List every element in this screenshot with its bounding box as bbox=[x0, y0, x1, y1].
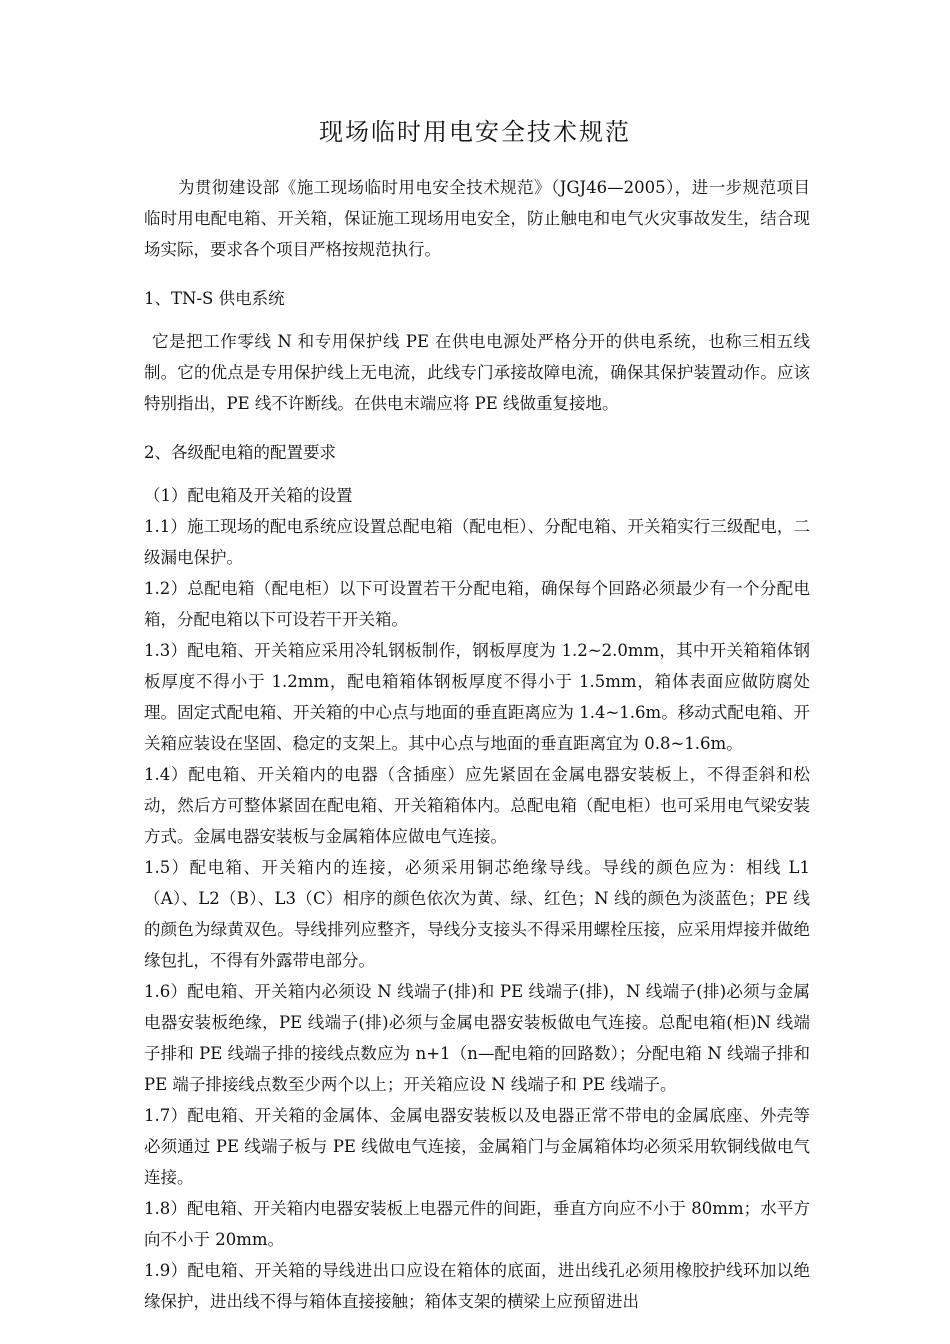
list-item: 1.9）配电箱、开关箱的导线进出口应设在箱体的底面，进出线孔必须用橡胶护线环加以绝缘保护，进出线不得与箱体直接接触；箱体支架的横梁上应预留进出 bbox=[144, 1261, 810, 1311]
list-item: 1.4）配电箱、开关箱内的电器（含插座）应先紧固在金属电器安装板上，不得歪斜和松动，然后方可整体紧固在配电箱、开关箱箱体内。总配电箱（配电柜）也可采用电气梁安装方式。金属电器安装板与金属箱体应做电气连接。 bbox=[144, 765, 810, 846]
list-item: 1.8）配电箱、开关箱内电器安装板上电器元件的间距，垂直方向应不小于 80mm；水平方向不小于 20mm。 bbox=[144, 1199, 810, 1249]
section-1-body: 它是把工作零线 N 和专用保护线 PE 在供电电源处严格分开的供电系统，也称三相五线制。它的优点是专用保护线上无电流，此线专门承接故障电流，确保其保护装置动作。应该特别指出，PE 线不许断线。在供电末端应将 PE 线做重复接地。 bbox=[144, 332, 810, 413]
list-item: 1.6）配电箱、开关箱内必须设 N 线端子(排)和 PE 线端子(排)，N 线端子(排)必须与金属电器安装板绝缘，PE 线端子(排)必须与金属电器安装板做电气连接。总配电箱(柜)N 线端子排和 PE 线端子排的接线点数应为 n+1（n—配电箱的回路数）；分配电箱 N 线端子排和 PE 端子排接线点数至少两个以上；开关箱应设 N 线端子和 PE 线端子。 bbox=[144, 982, 810, 1094]
list-item: 1.2）总配电箱（配电柜）以下可设置若干分配电箱，确保每个回路必须最少有一个分配电箱，分配电箱以下可设若干开关箱。 bbox=[144, 579, 810, 629]
list-item: 1.5）配电箱、开关箱内的连接，必须采用铜芯绝缘导线。导线的颜色应为：相线 L1（A）、L2（B）、L3（C）相序的颜色依次为黄、绿、红色；N 线的颜色为淡蓝色；PE 线的颜色为绿黄双色。导线排列应整齐，导线分支接头不得采用螺栓压接，应采用焊接并做绝缘包扎，不得有外露带电部分。 bbox=[144, 858, 810, 970]
list-item: 1.1）施工现场的配电系统应设置总配电箱（配电柜）、分配电箱、开关箱实行三级配电，二级漏电保护。 bbox=[144, 517, 810, 567]
document-body bbox=[144, 172, 810, 1317]
intro-paragraph: 为贯彻建设部《施工现场临时用电安全技术规范》（JGJ46—2005），进一步规范项目临时用电配电箱、开关箱，保证施工现场用电安全，防止触电和电气火灾事故发生，结合现场实际，要求各个项目严格按规范执行。 bbox=[144, 178, 810, 259]
section-2-heading: 2、各级配电箱的配置要求 bbox=[144, 443, 336, 462]
section-1-heading: 1、TN-S 供电系统 bbox=[144, 289, 285, 308]
document-title: 现场临时用电安全技术规范 bbox=[319, 118, 631, 146]
subsection-1-heading: （1）配电箱及开关箱的设置 bbox=[144, 486, 353, 505]
list-item: 1.3）配电箱、开关箱应采用冷轧钢板制作，钢板厚度为 1.2~2.0mm，其中开关箱箱体钢板厚度不得小于 1.2mm，配电箱箱体钢板厚度不得小于 1.5mm，箱体表面应做防腐处理。固定式配电箱、开关箱的中心点与地面的垂直距离应为 1.4~1.6m。移动式配电箱、开关箱应装设在坚固、稳定的支架上。其中心点与地面的垂直距离宜为 0.8~1.6m。 bbox=[144, 641, 810, 753]
list-item: 1.7）配电箱、开关箱的金属体、金属电器安装板以及电器正常不带电的金属底座、外壳等必须通过 PE 线端子板与 PE 线做电气连接，金属箱门与金属箱体均必须采用软铜线做电气连接。 bbox=[144, 1106, 810, 1187]
